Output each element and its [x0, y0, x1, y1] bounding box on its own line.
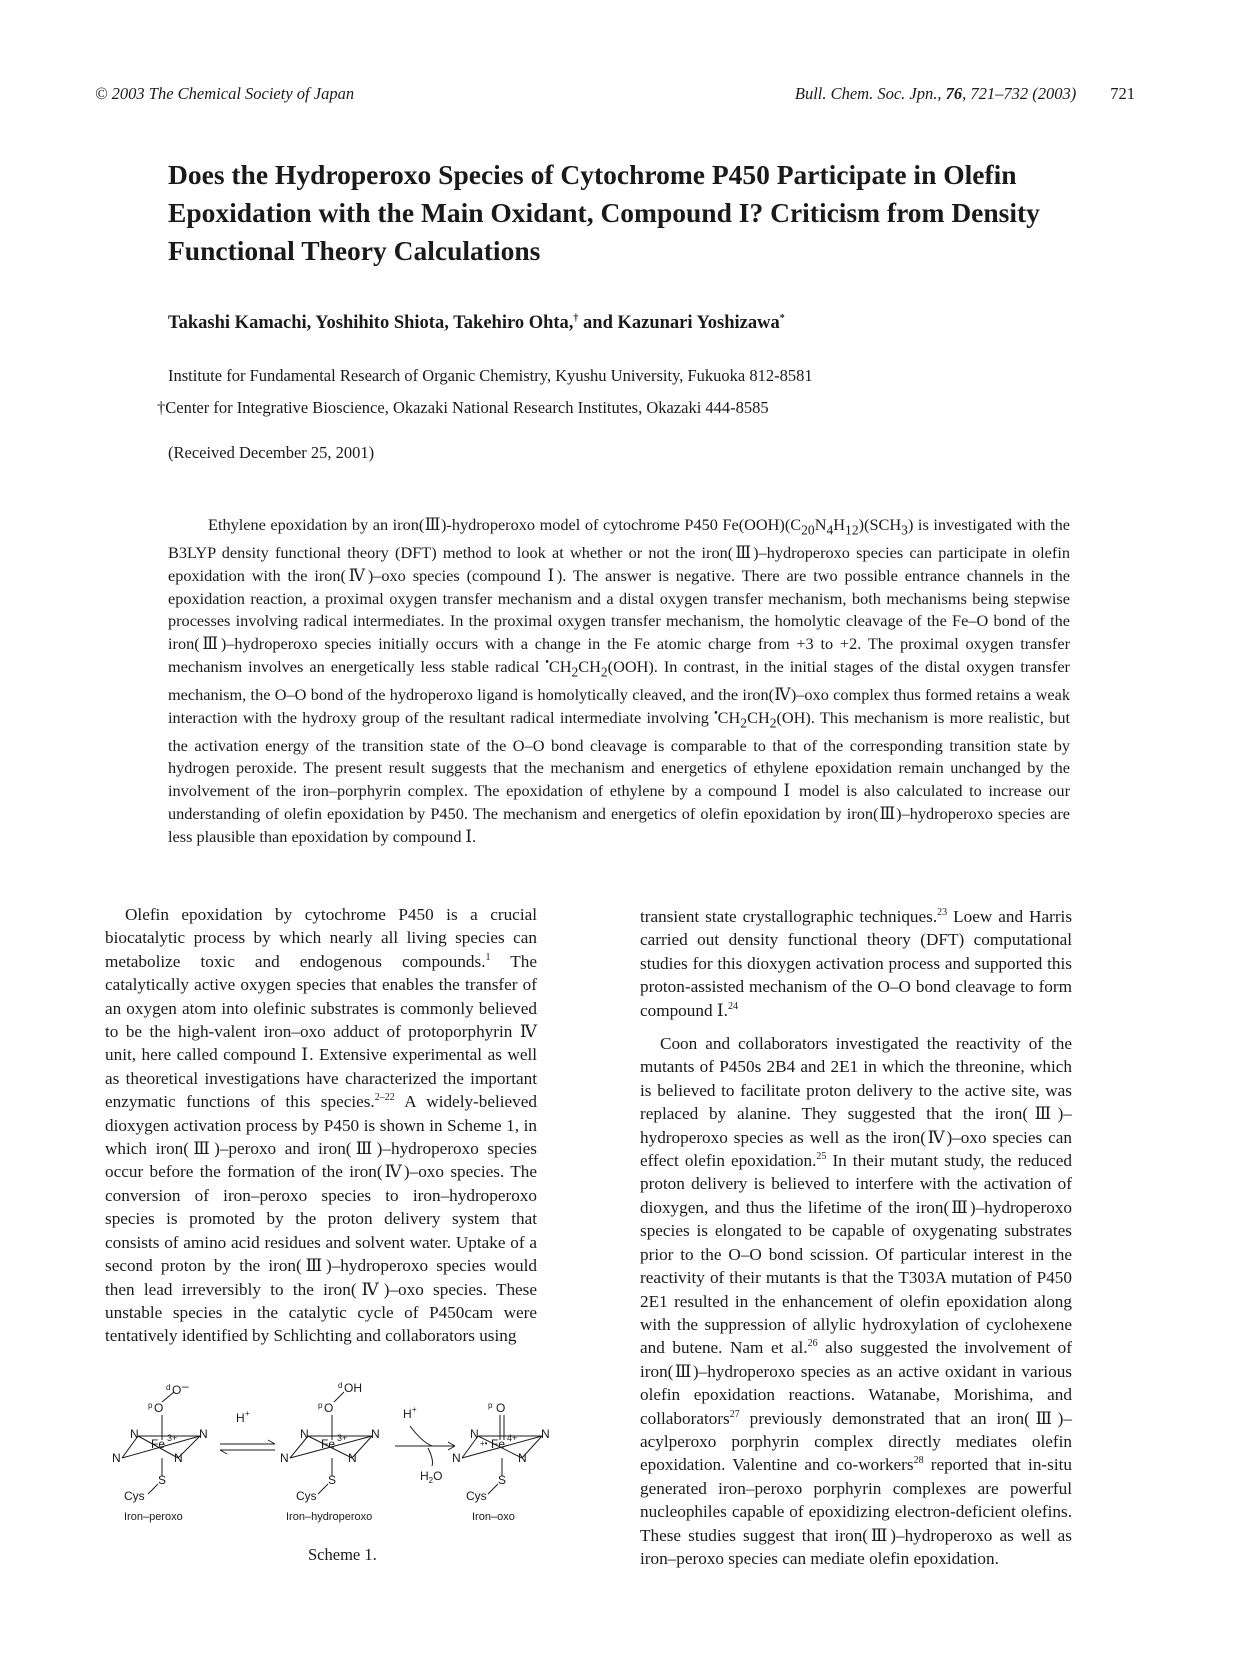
o-atom: O — [172, 1383, 182, 1397]
radical-dot: • — [714, 707, 718, 719]
proximal-label: p — [148, 1401, 153, 1410]
oxidation-state: 3+ — [167, 1433, 178, 1443]
oh-group: OH — [344, 1381, 362, 1395]
fe-label: Fe — [321, 1437, 336, 1451]
iron-peroxo-structure — [112, 1380, 208, 1523]
distal-label: d — [166, 1383, 171, 1392]
n-atom: N — [348, 1451, 357, 1465]
author-list — [168, 313, 785, 334]
cys-label: Cys — [466, 1489, 487, 1503]
s-atom: S — [328, 1473, 337, 1487]
n-atom: N — [518, 1451, 527, 1465]
proton: H — [403, 1407, 412, 1421]
abstract-text: CH — [578, 656, 601, 676]
equilibrium-arrow — [220, 1409, 275, 1454]
body-right-column — [640, 905, 1072, 1570]
n-atom: N — [174, 1451, 183, 1465]
scheme-1-diagram — [110, 1380, 610, 1530]
radical-dot: • — [545, 656, 549, 668]
abstract-text: (OH). This mechanism is more realistic, but the activation energy of the transition state of the O–O bond cleavage is comparable to that of the corresponding transition state by hydrogen peroxide. The present result suggests that the mechanism and energetics of ethylene epoxidation remain unchanged by the involvement of the iron–porphyrin complex. The epoxidation of ethylene by a compound Ⅰ model is also calculated to increase our understanding of olefin epoxidation by P450. The mechanism and energetics of olefin epoxidation by iron(Ⅲ)–hydroperoxo species are less plausible than epoxidation by compound Ⅰ. — [168, 707, 1070, 846]
journal-pages: , 721–732 (2003) — [962, 84, 1077, 103]
journal-citation: Bull. Chem. Soc. Jpn., — [794, 84, 946, 103]
proton: H — [236, 1411, 245, 1425]
abstract-text: CH — [548, 656, 572, 676]
subscript: 2 — [571, 664, 579, 679]
abstract — [168, 514, 1070, 848]
iron-oxo-label: Iron–oxo — [472, 1511, 515, 1523]
reference: 2–22 — [374, 1092, 395, 1104]
proton-charge: + — [412, 1405, 417, 1414]
reference: 28 — [913, 1455, 924, 1467]
subscript: 4 — [826, 522, 834, 538]
water-sub: 2 — [428, 1476, 434, 1485]
reference: 27 — [729, 1408, 740, 1420]
abstract-text: N — [814, 515, 827, 534]
abstract-text: H — [833, 515, 846, 534]
corresponding-mark: * — [779, 313, 785, 324]
affiliation-2: †Center for Integrative Bioscience, Okazaki National Research Institutes, Okazaki 444-8585 — [157, 398, 769, 417]
article-title: Does the Hydroperoxo Species of Cytochrome P450 Participate in Olefin Epoxidation with the Main Oxidant, Compound I? Criticism from Density Functional Theory Calculations — [168, 159, 1040, 266]
body-text: Olefin epoxidation by cytochrome P450 is a crucial biocatalytic process by which nearly all living species can metabolize toxic and endogenous compounds. — [105, 905, 537, 971]
n-atom: N — [280, 1451, 289, 1465]
page-number: 721 — [1110, 84, 1135, 103]
abstract-text: Ethylene epoxidation by an iron(Ⅲ)-hydroperoxo model of cytochrome P450 Fe(OOH)(C — [208, 515, 802, 534]
body-text: A widely-believed dioxygen activation process by P450 is shown in Scheme 1, in which iron(Ⅲ)–peroxo and iron(Ⅲ)–hydroperoxo species occur before the formation of the iron(Ⅳ)–oxo species. The conversion of iron–peroxo species to iron–hydroperoxo species is promoted by the proton delivery system that consists of amino acid residues and solvent water. Uptake of a second proton by the iron(Ⅲ)–hydroperoxo species would then lead irreversibly to the iron(Ⅳ)–oxo species. These unstable species in the catalytic cycle of P450cam were tentatively identified by Schlichting and collaborators using — [105, 1092, 537, 1346]
iron-hydroperoxo-label: Iron–hydroperoxo — [286, 1511, 373, 1523]
scheme-caption: Scheme 1. — [308, 1545, 377, 1564]
author-last: and Kazunari Yoshizawa — [578, 313, 780, 333]
body-text: reported that in-situ generated iron–peroxo porphyrin complexes are powerful nucleophiles capable of epoxidizing electron-deficient olefins. These studies suggest that iron(Ⅲ)–hydroperoxo as well as iron–peroxo species can mediate olefin epoxidation. — [640, 1455, 1072, 1568]
abstract-text: (OOH). In contrast, in the initial stages of the distal oxygen transfer mechanism, the O–O bond of the hydroperoxo ligand is homolytically cleaved, and the iron(Ⅳ)–oxo complex thus formed retains a weak interaction with the hydroxy group of the resultant radical intermediate involving — [168, 656, 1070, 727]
water — [420, 1469, 442, 1485]
abstract-text: CH — [717, 707, 741, 727]
fe-label: Fe — [151, 1437, 166, 1451]
paragraph — [105, 903, 537, 1348]
s-atom: S — [498, 1473, 507, 1487]
o-atom: O — [154, 1401, 164, 1415]
reference: 1 — [485, 951, 491, 963]
author-names: Takashi Kamachi, Yoshihito Shiota, Takehiro Ohta, — [168, 313, 574, 333]
o-atom: O — [496, 1401, 506, 1415]
subscript: 2 — [740, 714, 748, 730]
body-text: previously demonstrated that an iron(Ⅲ)–acylperoxo porphyrin complex directly mediates olefin epoxidation. Valentine and co-workers — [640, 1408, 1072, 1475]
received-date: (Received December 25, 2001) — [168, 443, 375, 462]
abstract-text: CH — [747, 707, 770, 727]
abstract-text: ) is investigated with the B3LYP density functional theory (DFT) method to look at whether or not the iron(Ⅲ)–hydroperoxo species can participate in olefin epoxidation with the iron(Ⅳ)–oxo species (compound Ⅰ). The answer is negative. There are two possible entrance channels in the epoxidation reaction, a proximal oxygen transfer mechanism and a distal oxygen transfer mechanism, both mechanisms being stepwise processes involving radical intermediates. In the proximal oxygen transfer mechanism, the homolytic cleavage of the Fe–O bond of the iron(Ⅲ)–hydroperoxo species initially occurs with a change in the Fe atomic charge from +3 to +2. The proximal oxygen transfer mechanism involves an energetically less stable radical — [168, 515, 1070, 676]
reference: 23 — [937, 907, 948, 918]
n-atom: N — [112, 1451, 121, 1465]
proton-charge: + — [245, 1409, 250, 1418]
cys-label: Cys — [124, 1489, 145, 1503]
body-text: In their mutant study, the reduced proton delivery is believed to interfere with the activation of dioxygen, and thus the lifetime of the iron(Ⅲ)–hydroperoxo species is elongated to be capable of oxygenating substrates prior to the O–O bond scission. Of particular interest in the reactivity of their mutants is that the T303A mutation of P450 2E1 resulted in the enhancement of olefin epoxidation along with the suppression of allylic hydroxylation of cyclohexene and butene. Nam et al. — [640, 1151, 1072, 1358]
reference: 25 — [816, 1151, 827, 1163]
water-h: H — [420, 1469, 429, 1483]
reference: 26 — [807, 1338, 818, 1350]
n-atom: N — [470, 1427, 479, 1441]
distal-label: d — [338, 1381, 343, 1390]
n-atom: N — [130, 1427, 139, 1441]
proximal-label: p — [488, 1401, 493, 1410]
subscript: 2 — [600, 664, 608, 679]
body-text: Coon and collaborators investigated the reactivity of the mutants of P450s 2B4 and 2E1 in which the threonine, which is believed to facilitate proton delivery to the active site, was replaced by alanine. They suggested that the iron(Ⅲ)–hydroperoxo species as well as the iron(Ⅳ)–oxo species can effect olefin epoxidation. — [640, 1034, 1072, 1171]
n-atom: N — [541, 1427, 550, 1441]
body-left-column — [105, 903, 537, 1348]
paragraph — [640, 1032, 1072, 1570]
water-o: O — [433, 1469, 443, 1483]
iron-hydroperoxo-structure — [280, 1381, 380, 1523]
copyright-header: © 2003 The Chemical Society of Japan — [95, 84, 355, 103]
charge: – — [182, 1380, 189, 1393]
journal-volume: 76 — [945, 84, 963, 103]
abstract-text: )(SCH — [858, 515, 902, 534]
body-text: also suggested the involvement of iron(Ⅲ)–hydroperoxo species as an active oxidant in various olefin epoxidation reactions. Watanabe, Morishima, and collaborators — [640, 1338, 1072, 1428]
oxidation-state: 4+ — [507, 1433, 518, 1443]
radical-cation: +• — [480, 1439, 488, 1448]
n-atom: N — [452, 1451, 461, 1465]
o-atom: O — [324, 1401, 334, 1415]
paragraph — [640, 905, 1072, 1022]
subscript: 12 — [845, 522, 859, 538]
iron-peroxo-label: Iron–peroxo — [124, 1511, 183, 1523]
body-text: Loew and Harris carried out density functional theory (DFT) computational studies for this dioxygen activation process and supported this proton-assisted mechanism of the O–O bond cleavage to form compound Ⅰ. — [640, 907, 1073, 1020]
n-atom: N — [371, 1427, 380, 1441]
body-text: transient state crystallographic techniques. — [640, 907, 938, 926]
reference: 24 — [727, 1000, 738, 1012]
n-atom: N — [300, 1427, 309, 1441]
subscript: 20 — [801, 522, 815, 538]
dagger-mark: † — [573, 313, 579, 324]
fe-label: Fe — [491, 1437, 506, 1451]
n-atom: N — [199, 1427, 208, 1441]
journal-header — [795, 84, 1135, 104]
iron-oxo-structure — [452, 1401, 550, 1523]
body-text: The catalytically active oxygen species that enables the transfer of an oxygen atom into olefinic substrates is commonly believed to be the high-valent iron–oxo adduct of protoporphyrin Ⅳ unit, here called compound Ⅰ. Extensive experimental as well as theoretical investigations have characterized the important enzymatic functions of this species. — [105, 951, 537, 1112]
cys-label: Cys — [296, 1489, 317, 1503]
reaction-arrow — [395, 1405, 455, 1485]
proximal-label: p — [318, 1401, 323, 1410]
s-atom: S — [158, 1473, 167, 1487]
affiliation-1: Institute for Fundamental Research of Organic Chemistry, Kyushu University, Fukuoka 812-8581 — [168, 366, 813, 385]
subscript: 2 — [769, 714, 777, 730]
subscript: 3 — [901, 522, 908, 538]
oxidation-state: 3+ — [337, 1433, 348, 1443]
